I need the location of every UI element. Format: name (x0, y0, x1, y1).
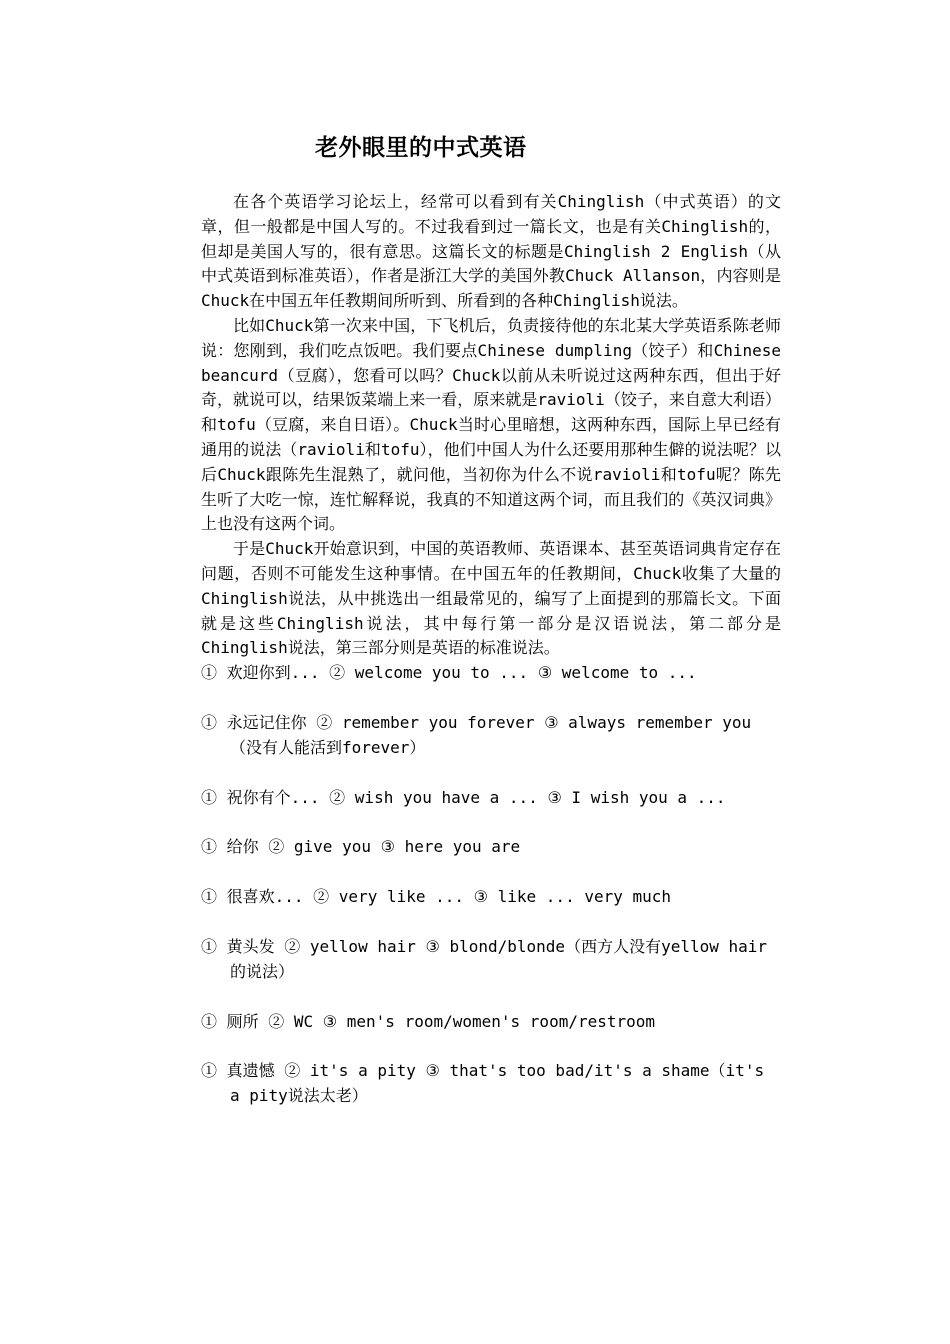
list-item: ① 给你 ② give you ③ here you are (201, 837, 521, 857)
list-item: ① 永远记住你 ② remember you forever ③ always remember you（没有人能活到forever） (201, 712, 752, 757)
document-title: 老外眼里的中式英语 (315, 135, 527, 161)
paragraph-explanation: 于是Chuck开始意识到，中国的英语教师、英语课本、甚至英语词典肯定存在问题，否则不可能发生这种事情。在中国五年的任教期间，Chuck收集了大量的Chinglish说法，从中挑选出一组最常见的，编写了上面提到的那篇长文。下面就是这些Chinglish说法，其中每行第一部分是汉语说法，第二部分是Chinglish说法，第三部分则是英语的标准说法。 (201, 539, 781, 658)
paragraph-intro: 在各个英语学习论坛上，经常可以看到有关Chinglish（中式英语）的文章，但一般都是中国人写的。不过我看到过一篇长文，也是有关Chinglish的，但却是美国人写的，很有意思。这篇长文的标题是Chinglish 2 English（从中式英语到标准英语），作者是浙江大学的美国外教Chuck Allanson，内容则是Chuck在中国五年任教期间所听到、所看到的各种Chinglish说法。 (201, 192, 781, 311)
paragraph-example: 比如Chuck第一次来中国，下飞机后，负责接待他的东北某大学英语系陈老师说：您刚到，我们吃点饭吧。我们要点Chinese dumpling（饺子）和Chinese beancurd（豆腐），您看可以吗？Chuck以前从未听说过这两种东西，但出于好奇，就说可以，结果饭菜端上来一看，原来就是ravioli（饺子，来自意大利语）和tofu（豆腐，来自日语）。Chuck当时心里暗想，这两种东西，国际上早已经有通用的说法（ravioli和tofu），他们中国人为什么还要用那种生僻的说法呢？以后Chuck跟陈先生混熟了，就问他，当初你为什么不说ravioli和tofu呢？陈先生听了大吃一惊，连忙解释说，我真的不知道这两个词，而且我们的《英汉词典》上也没有这两个词。 (201, 315, 781, 534)
list-item: ① 欢迎你到... ② welcome you to ... ③ welcome to ... (201, 663, 697, 683)
chinglish-list (201, 661, 781, 1109)
list-item: ① 祝你有个... ② wish you have a ... ③ I wish you a ... (201, 787, 726, 807)
list-item: ① 很喜欢... ② very like ... ③ like ... very much (201, 887, 672, 907)
list-item: ① 黄头发 ② yellow hair ③ blond/blonde（西方人没有yellow hair的说法） (201, 936, 768, 981)
list-item: ① 厕所 ② WC ③ men's room/women's room/restroom (201, 1011, 656, 1031)
list-item: ① 真遗憾 ② it's a pity ③ that's too bad/it's a shame（it's a pity说法太老） (201, 1061, 765, 1106)
document-page (201, 130, 781, 1134)
